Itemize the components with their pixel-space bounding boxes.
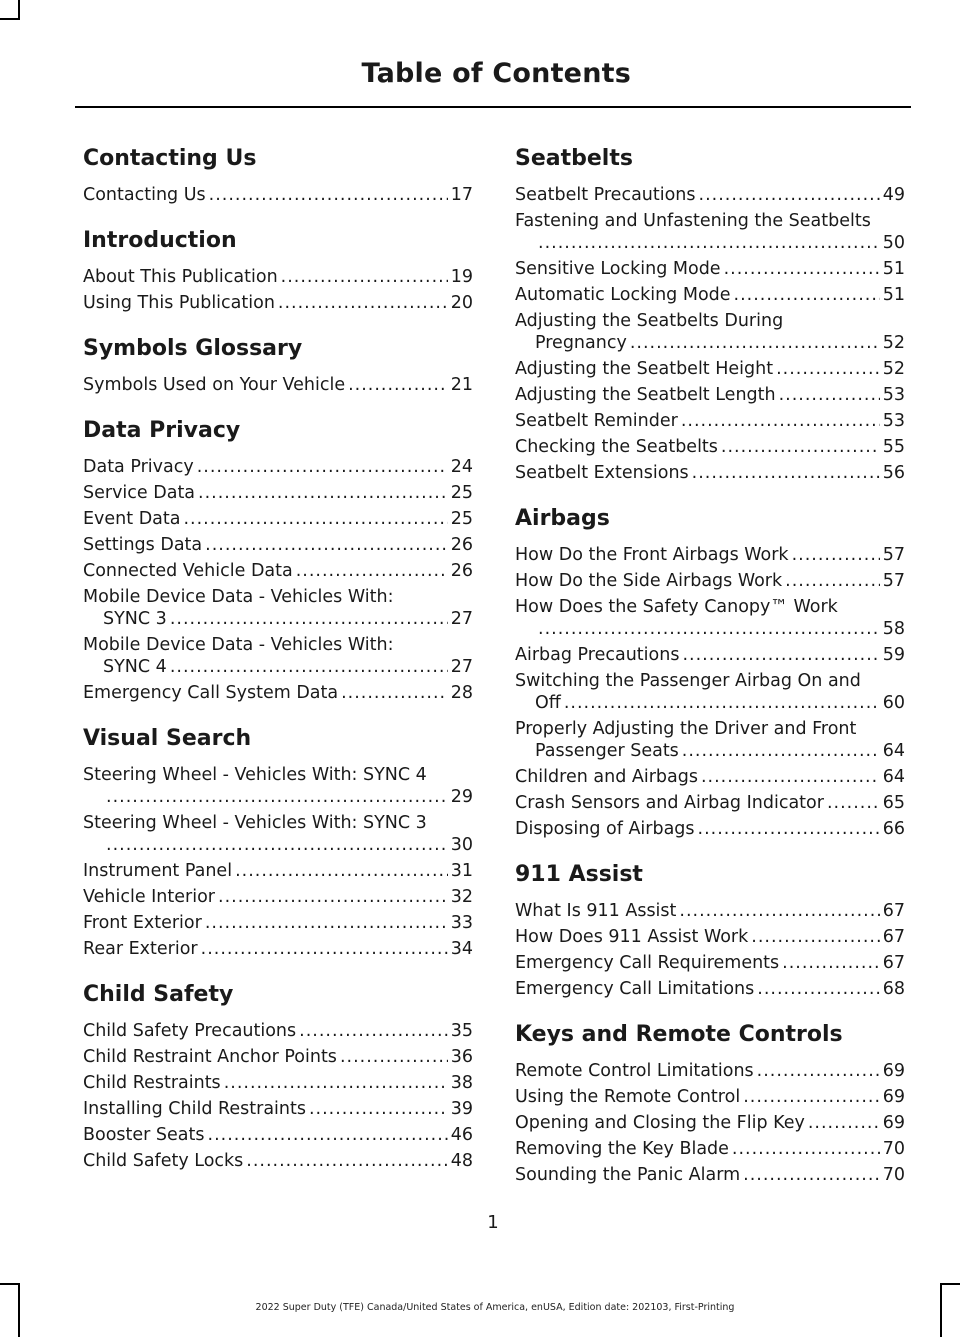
entry-title-line: Adjusting the Seatbelts During <box>515 311 784 331</box>
entry-page-number: 59 <box>882 645 905 665</box>
entry-title-line: Properly Adjusting the Driver and Front <box>515 719 857 739</box>
toc-entry-child-restraint-anchor-points[interactable] <box>83 1046 473 1068</box>
entry-page-number: 27 <box>450 609 473 629</box>
entry-page-number: 30 <box>450 835 473 855</box>
entry-title-line: How Do the Front Airbags Work <box>515 545 789 565</box>
entry-page-number: 58 <box>882 619 905 639</box>
toc-entry-removing-the-key-blade[interactable] <box>515 1138 905 1160</box>
toc-entry-switching-the-passenger-airbag-on-and[interactable] <box>515 670 905 714</box>
entry-page-number: 48 <box>450 1151 473 1171</box>
entry-title-line: Instrument Panel <box>83 861 233 881</box>
entry-page-number: 67 <box>882 953 905 973</box>
entry-title-line: Connected Vehicle Data <box>83 561 293 581</box>
crop-mark-bottom-left-h <box>0 1283 20 1285</box>
entry-title-line: Sensitive Locking Mode <box>515 259 721 279</box>
dot-leader <box>732 1138 880 1160</box>
title-rule <box>75 106 911 108</box>
toc-entry-sounding-the-panic-alarm[interactable] <box>515 1164 905 1186</box>
entry-title-line: Seatbelt Extensions <box>515 463 689 483</box>
entry-title-line: Seatbelt Precautions <box>515 185 696 205</box>
toc-entry-using-the-remote-control[interactable] <box>515 1086 905 1108</box>
entry-title-line: Airbag Precautions <box>515 645 680 665</box>
entry-page-number: 70 <box>882 1165 905 1185</box>
dot-leader <box>692 462 880 484</box>
entry-title-line: Pregnancy <box>535 333 627 353</box>
entry-page-number: 32 <box>450 887 473 907</box>
section-heading: Child Safety <box>83 982 234 1007</box>
entry-page-number: 24 <box>450 457 473 477</box>
entry-title-line: Remote Control Limitations <box>515 1061 754 1081</box>
entry-title-line: Automatic Locking Mode <box>515 285 731 305</box>
toc-entry-sensitive-locking-mode[interactable] <box>515 258 905 280</box>
entry-title-line: Event Data <box>83 509 181 529</box>
dot-leader <box>699 184 880 206</box>
entry-page-number: 57 <box>882 545 905 565</box>
entry-page-number: 36 <box>450 1047 473 1067</box>
dot-leader <box>299 1020 448 1042</box>
toc-entry-booster-seats[interactable] <box>83 1124 473 1146</box>
dot-leader <box>785 570 880 592</box>
entry-title-line: Children and Airbags <box>515 767 698 787</box>
entry-title-line: Child Safety Locks <box>83 1151 244 1171</box>
toc-entry-child-restraints[interactable] <box>83 1072 473 1094</box>
entry-page-number: 49 <box>882 185 905 205</box>
entry-title-line: Mobile Device Data - Vehicles With: <box>83 587 394 607</box>
dot-leader <box>679 900 879 922</box>
dot-leader <box>224 1072 448 1094</box>
toc-entry-seatbelt-extensions[interactable] <box>515 462 905 484</box>
entry-title-line: How Does the Safety Canopy™ Work <box>515 597 838 617</box>
entry-page-number: 69 <box>882 1087 905 1107</box>
entry-page-number: 51 <box>882 259 905 279</box>
entry-title-line: How Do the Side Airbags Work <box>515 571 783 591</box>
toc-entry-emergency-call-system-data[interactable] <box>83 682 473 704</box>
entry-title-line: Child Restraint Anchor Points <box>83 1047 337 1067</box>
entry-page-number: 27 <box>450 657 473 677</box>
dot-leader <box>235 860 448 882</box>
entry-page-number: 57 <box>882 571 905 591</box>
dot-leader <box>698 818 880 840</box>
dot-leader <box>701 766 880 788</box>
dot-leader <box>721 436 880 458</box>
toc-entry-checking-the-seatbelts[interactable] <box>515 436 905 458</box>
entry-page-number: 19 <box>450 267 473 287</box>
entry-page-number: 21 <box>450 375 473 395</box>
dot-leader <box>724 258 880 280</box>
entry-page-number: 39 <box>450 1099 473 1119</box>
entry-title-line: Off <box>535 693 561 713</box>
toc-entry-event-data[interactable] <box>83 508 473 530</box>
entry-page-number: 17 <box>450 185 473 205</box>
entry-page-number: 33 <box>450 913 473 933</box>
page-number: 1 <box>487 1212 499 1233</box>
entry-page-number: 56 <box>882 463 905 483</box>
dot-leader <box>208 1124 448 1146</box>
toc-entry-properly-adjusting-the-driver-and-front[interactable] <box>515 718 905 762</box>
dot-leader <box>205 534 448 556</box>
dot-leader <box>757 1060 880 1082</box>
entry-title-line: Using the Remote Control <box>515 1087 741 1107</box>
entry-title-line: Service Data <box>83 483 196 503</box>
entry-title-line: Mobile Device Data - Vehicles With: <box>83 635 394 655</box>
toc-section-keys-and-remote-controls <box>515 1018 905 1186</box>
entry-title-line: Front Exterior <box>83 913 202 933</box>
entry-title-line: Checking the Seatbelts <box>515 437 718 457</box>
dot-leader <box>630 332 880 354</box>
dot-leader <box>341 682 448 704</box>
dot-leader <box>106 786 448 808</box>
toc-entry-emergency-call-limitations[interactable] <box>515 978 905 1000</box>
toc-section-911-assist <box>515 858 905 1000</box>
dot-leader <box>170 656 448 678</box>
entry-page-number: 64 <box>882 741 905 761</box>
toc-entry-steering-wheel-vehicles-with-sync-3[interactable] <box>83 812 473 856</box>
entry-title-line: Child Safety Precautions <box>83 1021 297 1041</box>
toc-entry-vehicle-interior[interactable] <box>83 886 473 908</box>
entry-page-number: 34 <box>450 939 473 959</box>
entry-page-number: 64 <box>882 767 905 787</box>
toc-entry-emergency-call-requirements[interactable] <box>515 952 905 974</box>
toc-entry-instrument-panel[interactable] <box>83 860 473 882</box>
dot-leader <box>106 834 448 856</box>
dot-leader <box>348 374 448 396</box>
entry-title-line: Steering Wheel - Vehicles With: SYNC 3 <box>83 813 427 833</box>
entry-page-number: 28 <box>450 683 473 703</box>
toc-left-column <box>83 142 473 1190</box>
section-heading: Airbags <box>515 506 610 531</box>
entry-page-number: 67 <box>882 927 905 947</box>
toc-entry-opening-and-closing-the-flip-key[interactable] <box>515 1112 905 1134</box>
section-heading: Symbols Glossary <box>83 336 303 361</box>
crop-mark-top-left <box>18 0 20 20</box>
entry-title-line: SYNC 4 <box>103 657 167 677</box>
toc-entry-fastening-and-unfastening-the-seatbelts[interactable] <box>515 210 905 254</box>
toc-entry-child-safety-locks[interactable] <box>83 1150 473 1172</box>
dot-leader <box>246 1150 447 1172</box>
toc-entry-adjusting-the-seatbelts-during[interactable] <box>515 310 905 354</box>
entry-title-line: How Does 911 Assist Work <box>515 927 749 947</box>
toc-section-contacting-us <box>83 142 473 206</box>
toc-entry-how-do-the-front-airbags-work[interactable] <box>515 544 905 566</box>
entry-title-line: Installing Child Restraints <box>83 1099 306 1119</box>
entry-title-line: Emergency Call Limitations <box>515 979 755 999</box>
entry-page-number: 52 <box>882 333 905 353</box>
toc-entry-how-do-the-side-airbags-work[interactable] <box>515 570 905 592</box>
dot-leader <box>183 508 447 530</box>
dot-leader <box>681 410 880 432</box>
section-heading: Visual Search <box>83 726 252 751</box>
entry-title-line: Emergency Call System Data <box>83 683 339 703</box>
toc-section-seatbelts <box>515 142 905 484</box>
dot-leader <box>779 384 880 406</box>
entry-page-number: 51 <box>882 285 905 305</box>
entry-title-line: Passenger Seats <box>535 741 679 761</box>
crop-mark-top-left-h <box>0 18 20 20</box>
entry-page-number: 65 <box>882 793 905 813</box>
entry-title-line: Sounding the Panic Alarm <box>515 1165 741 1185</box>
toc-entry-seatbelt-reminder[interactable] <box>515 410 905 432</box>
dot-leader <box>170 608 448 630</box>
toc-entry-symbols-used-on-your-vehicle[interactable] <box>83 374 473 396</box>
edition-footer: 2022 Super Duty (TFE) Canada/United States of America, enUSA, Edition date: 202103, First-Printing <box>255 1302 735 1313</box>
entry-page-number: 26 <box>450 535 473 555</box>
toc-entry-rear-exterior[interactable] <box>83 938 473 960</box>
entry-page-number: 46 <box>450 1125 473 1145</box>
crop-mark-bottom-right-h <box>940 1283 960 1285</box>
toc-entry-front-exterior[interactable] <box>83 912 473 934</box>
entry-page-number: 53 <box>882 385 905 405</box>
entry-page-number: 55 <box>882 437 905 457</box>
section-heading: Introduction <box>83 228 237 253</box>
toc-entry-using-this-publication[interactable] <box>83 292 473 314</box>
dot-leader <box>827 792 880 814</box>
toc-entry-mobile-device-data-vehicles-with[interactable] <box>83 634 473 678</box>
toc-section-child-safety <box>83 978 473 1172</box>
toc-entry-adjusting-the-seatbelt-height[interactable] <box>515 358 905 380</box>
dot-leader <box>776 358 880 380</box>
toc-right-column <box>515 142 905 1204</box>
entry-page-number: 20 <box>450 293 473 313</box>
dot-leader <box>296 560 448 582</box>
entry-page-number: 25 <box>450 483 473 503</box>
entry-title-line: Disposing of Airbags <box>515 819 695 839</box>
entry-title-line: Data Privacy <box>83 457 194 477</box>
toc-entry-data-privacy[interactable] <box>83 456 473 478</box>
toc-section-symbols-glossary <box>83 332 473 396</box>
toc-entry-how-does-the-safety-canopy-work[interactable] <box>515 596 905 640</box>
entry-page-number: 60 <box>882 693 905 713</box>
entry-title-line: Vehicle Interior <box>83 887 215 907</box>
entry-title-line: Rear Exterior <box>83 939 198 959</box>
entry-page-number: 53 <box>882 411 905 431</box>
entry-title-line: Fastening and Unfastening the Seatbelts <box>515 211 871 231</box>
toc-entry-installing-child-restraints[interactable] <box>83 1098 473 1120</box>
entry-page-number: 68 <box>882 979 905 999</box>
entry-title-line: Removing the Key Blade <box>515 1139 729 1159</box>
toc-entry-settings-data[interactable] <box>83 534 473 556</box>
entry-title-line: Contacting Us <box>83 185 206 205</box>
entry-page-number: 70 <box>882 1139 905 1159</box>
entry-title-line: Child Restraints <box>83 1073 221 1093</box>
dot-leader <box>782 952 880 974</box>
entry-title-line: Adjusting the Seatbelt Length <box>515 385 776 405</box>
entry-title-line: What Is 911 Assist <box>515 901 677 921</box>
entry-page-number: 29 <box>450 787 473 807</box>
dot-leader <box>792 544 880 566</box>
dot-leader <box>209 184 448 206</box>
toc-entry-seatbelt-precautions[interactable] <box>515 184 905 206</box>
toc-entry-contacting-us[interactable] <box>83 184 473 206</box>
dot-leader <box>538 618 880 640</box>
toc-entry-how-does-911-assist-work[interactable] <box>515 926 905 948</box>
entry-title-line: Crash Sensors and Airbag Indicator <box>515 793 824 813</box>
dot-leader <box>278 292 448 314</box>
entry-page-number: 69 <box>882 1113 905 1133</box>
dot-leader <box>205 912 448 934</box>
dot-leader <box>197 456 448 478</box>
toc-entry-children-and-airbags[interactable] <box>515 766 905 788</box>
dot-leader <box>538 232 880 254</box>
entry-page-number: 31 <box>450 861 473 881</box>
toc-entry-about-this-publication[interactable] <box>83 266 473 288</box>
toc-entry-what-is-911-assist[interactable] <box>515 900 905 922</box>
toc-section-data-privacy <box>83 414 473 704</box>
toc-entry-disposing-of-airbags[interactable] <box>515 818 905 840</box>
section-heading: Contacting Us <box>83 146 257 171</box>
entry-title-line: Seatbelt Reminder <box>515 411 678 431</box>
toc-section-introduction <box>83 224 473 314</box>
dot-leader <box>218 886 448 908</box>
toc-entry-mobile-device-data-vehicles-with[interactable] <box>83 586 473 630</box>
dot-leader <box>340 1046 448 1068</box>
dot-leader <box>751 926 879 948</box>
section-heading: 911 Assist <box>515 862 643 887</box>
toc-entry-remote-control-limitations[interactable] <box>515 1060 905 1082</box>
entry-title-line: Symbols Used on Your Vehicle <box>83 375 346 395</box>
dot-leader <box>757 978 879 1000</box>
dot-leader <box>309 1098 448 1120</box>
dot-leader <box>682 740 880 762</box>
toc-entry-adjusting-the-seatbelt-length[interactable] <box>515 384 905 406</box>
section-heading: Seatbelts <box>515 146 633 171</box>
dot-leader <box>743 1086 880 1108</box>
entry-title-line: About This Publication <box>83 267 278 287</box>
toc-entry-service-data[interactable] <box>83 482 473 504</box>
section-heading: Keys and Remote Controls <box>515 1022 843 1047</box>
dot-leader <box>743 1164 880 1186</box>
toc-entry-child-safety-precautions[interactable] <box>83 1020 473 1042</box>
entry-page-number: 38 <box>450 1073 473 1093</box>
toc-entry-connected-vehicle-data[interactable] <box>83 560 473 582</box>
entry-title-line: Emergency Call Requirements <box>515 953 780 973</box>
page-title: Table of Contents <box>361 58 631 89</box>
entry-title-line: Opening and Closing the Flip Key <box>515 1113 805 1133</box>
entry-title-line: Booster Seats <box>83 1125 205 1145</box>
entry-title-line: Switching the Passenger Airbag On and <box>515 671 861 691</box>
toc-entry-automatic-locking-mode[interactable] <box>515 284 905 306</box>
toc-section-airbags <box>515 502 905 840</box>
toc-entry-steering-wheel-vehicles-with-sync-4[interactable] <box>83 764 473 808</box>
dot-leader <box>564 692 880 714</box>
entry-page-number: 26 <box>450 561 473 581</box>
entry-page-number: 52 <box>882 359 905 379</box>
entry-page-number: 25 <box>450 509 473 529</box>
toc-section-visual-search <box>83 722 473 960</box>
entry-title-line: Settings Data <box>83 535 203 555</box>
section-heading: Data Privacy <box>83 418 241 443</box>
dot-leader <box>198 482 448 504</box>
entry-title-line: Adjusting the Seatbelt Height <box>515 359 774 379</box>
dot-leader <box>682 644 879 666</box>
entry-page-number: 66 <box>882 819 905 839</box>
entry-title-line: Using This Publication <box>83 293 275 313</box>
entry-page-number: 67 <box>882 901 905 921</box>
entry-page-number: 69 <box>882 1061 905 1081</box>
entry-title-line: Steering Wheel - Vehicles With: SYNC 4 <box>83 765 427 785</box>
toc-entry-crash-sensors-and-airbag-indicator[interactable] <box>515 792 905 814</box>
toc-entry-airbag-precautions[interactable] <box>515 644 905 666</box>
entry-page-number: 50 <box>882 233 905 253</box>
entry-title-line: SYNC 3 <box>103 609 167 629</box>
dot-leader <box>281 266 448 288</box>
dot-leader <box>201 938 448 960</box>
dot-leader <box>808 1112 880 1134</box>
entry-page-number: 35 <box>450 1021 473 1041</box>
dot-leader <box>734 284 880 306</box>
